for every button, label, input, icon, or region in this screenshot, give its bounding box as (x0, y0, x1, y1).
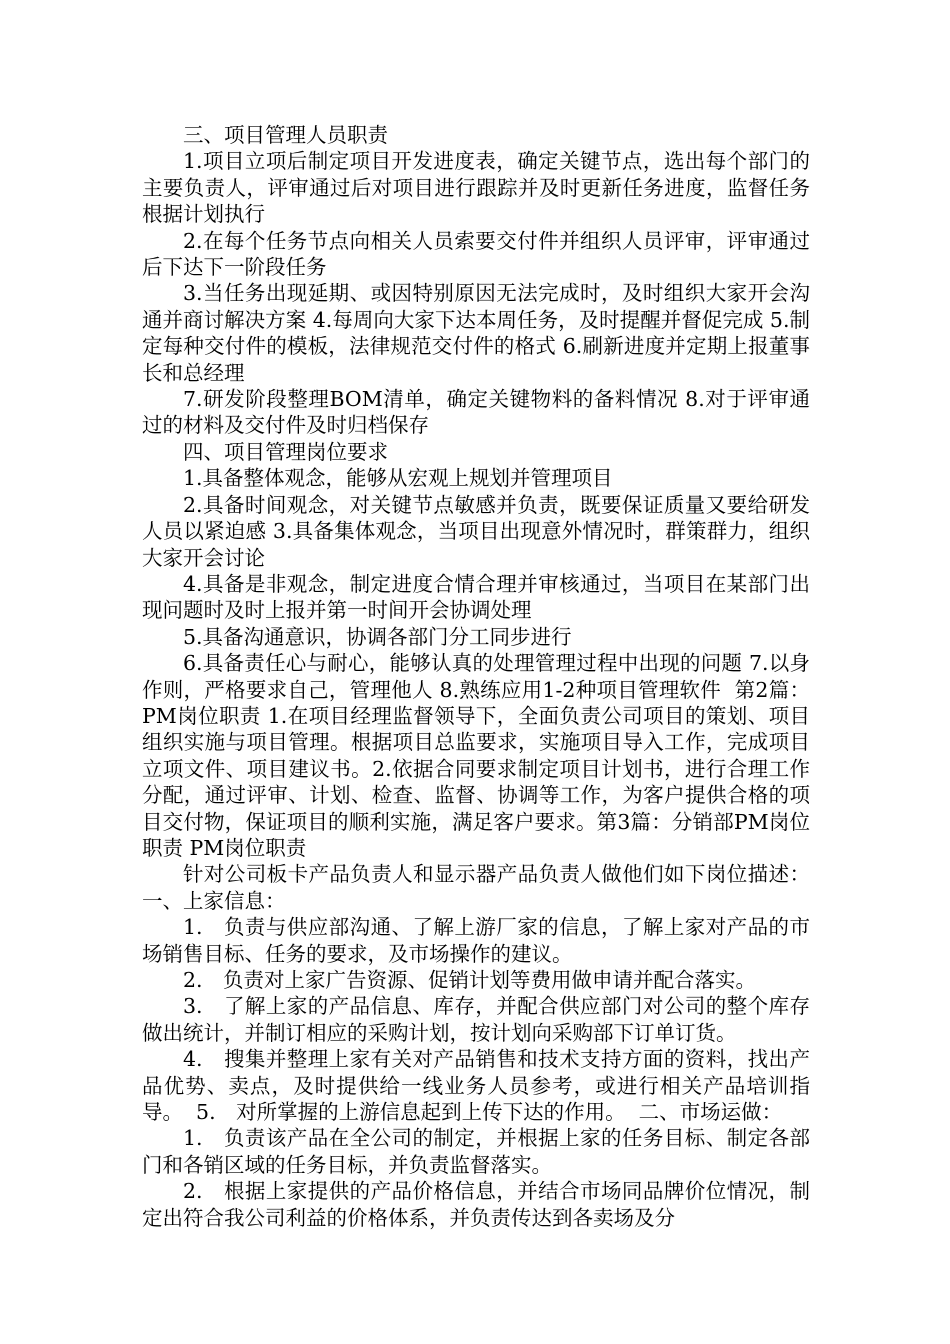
paragraph: 2. 根据上家提供的产品价格信息，并结合市场同品牌价位情况，制定出符合我公司利益的价格体系，并负责传达到各卖场及分 (142, 1179, 810, 1230)
paragraph: 7.研发阶段整理BOM清单，确定关键物料的备料情况 8.对于评审通过的材料及交付件及时归档保存 (142, 387, 810, 438)
paragraph: 针对公司板卡产品负责人和显示器产品负责人做他们如下岗位描述： 一、上家信息： (142, 862, 824, 913)
paragraph: 4.具备是非观念，制定进度合情合理并审核通过，当项目在某部门出现问题时及时上报并第一时间开会协调处理 (142, 571, 810, 623)
paragraph: 1.项目立项后制定项目开发进度表，确定关键节点，选出每个部门的主要负责人，评审通过后对项目进行跟踪并及时更新任务进度，监督任务根据计划执行 (142, 149, 810, 227)
paragraph: 1. 负责与供应部沟通、了解上游厂家的信息，了解上家对产品的市场销售目标、任务的要求，及市场操作的建议。 (142, 915, 810, 966)
paragraph: 5.具备沟通意识，协调各部门分工同步进行 (183, 624, 572, 649)
paragraph: 6.具备责任心与耐心，能够认真的处理管理过程中出现的问题 7.以身作则，严格要求自己，管理他人 8.熟练应用1-2种项目管理软件 第2篇：PM岗位职责 1.在项目经理监督领导下，全面负责公司项目的策划、项目组织实施与项目管理。根据项目总监要求，实施项目导入工作，完成项目立项文件、项目建议书。2.依据合同要求制定项目计划书，进行合理工作分配，通过评审、计划、检查、监督、协调等工作，为客户提供合格的项目交付物，保证项目的顺利实施，满足客户要求。第3篇：分销部PM岗位职责 PM岗位职责 (142, 651, 810, 860)
paragraph: 1.具备整体观念，能够从宏观上规划并管理项目 (183, 466, 613, 491)
paragraph: 3. 了解上家的产品信息、库存，并配合供应部门对公司的整个库存做出统计，并制订相应的采购计划，按计划向采购部下订单订货。 (142, 994, 810, 1045)
paragraph: 2.具备时间观念，对关键节点敏感并负责，既要保证质量又要给研发人员以紧迫感 3.具备集体观念，当项目出现意外情况时，群策群力，组织大家开会讨论 (142, 492, 810, 570)
paragraph: 1. 负责该产品在全公司的制定，并根据上家的任务目标、制定各部门和各销区域的任务目标，并负责监督落实。 (142, 1126, 810, 1177)
paragraph: 4. 搜集并整理上家有关对产品销售和技术支持方面的资料，找出产品优势、卖点，及时提供给一线业务人员参考，或进行相关产品培训指导。 5. 对所掌握的上游信息起到上传下达的作用。 二、市场运做： (142, 1047, 810, 1125)
section-heading-requirements: 四、项目管理岗位要求 (183, 439, 388, 464)
paragraph: 2.在每个任务节点向相关人员索要交付件并组织人员评审，评审通过后下达下一阶段任务 (142, 228, 810, 280)
paragraph: 2. 负责对上家广告资源、促销计划等费用做申请并配合落实。 (183, 968, 757, 992)
document-body (142, 122, 824, 1231)
section-heading-responsibilities: 三、项目管理人员职责 (183, 123, 388, 147)
paragraph: 3.当任务出现延期、或因特别原因无法完成时，及时组织大家开会沟通并商讨解决方案 4.每周向大家下达本周任务，及时提醒并督促完成 5.制定每种交付件的模板，法律规范交付件的格式 6.刷新进度并定期上报董事长和总经理 (142, 281, 810, 385)
